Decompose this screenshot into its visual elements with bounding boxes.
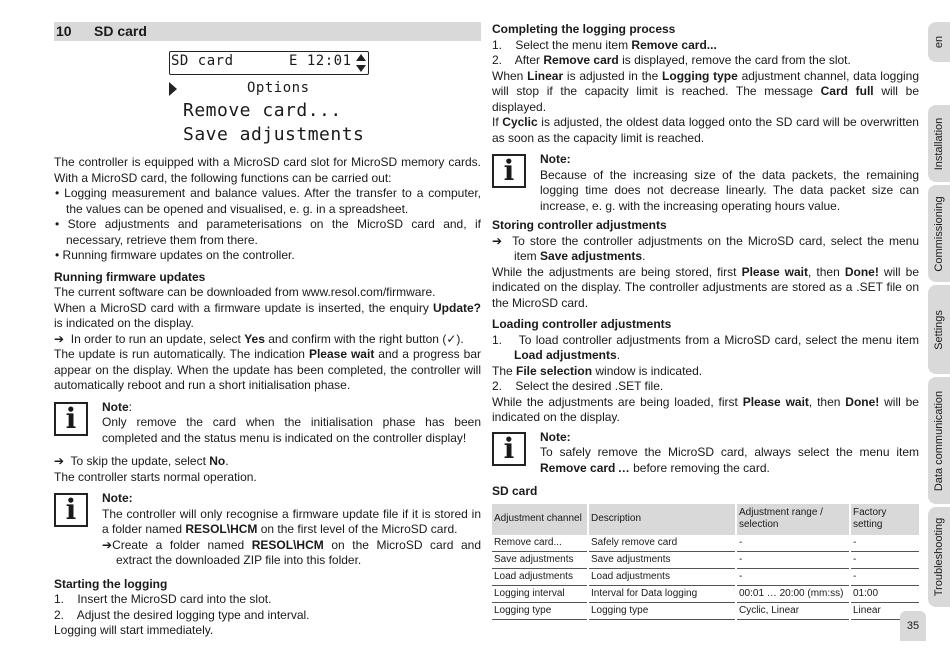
note-instruction: ➔Create a folder named RESOL\HCM on the MicroSD card and extract the downloaded ZIP file into this folder. bbox=[102, 537, 481, 567]
numbered-step: 1. To load controller adjustments from a MicroSD card, select the menu item Load adjustments. bbox=[492, 332, 919, 362]
table-cell: Interval for Data logging bbox=[588, 585, 736, 602]
tab-settings[interactable]: Settings bbox=[928, 285, 950, 374]
numbered-step: 2. Select the desired .SET file. bbox=[492, 379, 664, 393]
display-row1-right: E 12:01 bbox=[289, 53, 352, 69]
table-cell: Safely remove card bbox=[588, 535, 736, 552]
firmware-url-text: The current software can be downloaded from www.resol.com/firmware. bbox=[54, 285, 436, 299]
table-row bbox=[492, 535, 919, 552]
intro-text: The controller is equipped with a MicroSD card slot for MicroSD memory cards. With a MicroSD card, the following functions can be carried out: bbox=[54, 155, 481, 185]
table-header: Adjustment range / selection bbox=[736, 504, 850, 535]
table-cell: Logging type bbox=[492, 602, 588, 619]
tab-troubleshooting[interactable]: Troubleshooting bbox=[928, 507, 950, 607]
note-title: Note: bbox=[102, 491, 133, 505]
table-cell: - bbox=[850, 551, 919, 568]
display-row1-left: SD card bbox=[171, 53, 234, 69]
table-cell: Remove card... bbox=[492, 535, 588, 552]
display-row4: Save adjustments bbox=[183, 124, 365, 145]
numbered-step: 1. Select the menu item Remove card... bbox=[492, 37, 717, 52]
loading-text: While the adjustments are being loaded, first Please wait, then Done! will be indicated on the display. bbox=[492, 394, 919, 424]
normal-operation-text: The controller starts normal operation. bbox=[54, 469, 257, 484]
note-title: Note bbox=[102, 399, 129, 414]
info-icon: i bbox=[492, 154, 526, 188]
storing-text: While the adjustments are being stored, first Please wait, then Done! will be indicated on the display. The controller adjustments are stored as a .SET file on the MicroSD card. bbox=[492, 264, 919, 310]
right-column bbox=[492, 22, 919, 620]
table-cell: 01:00 bbox=[850, 585, 919, 602]
bullet-item: • Running firmware updates on the controller. bbox=[55, 248, 295, 262]
bullet-item: • Logging measurement and balance values. After the transfer to a computer, the values can be opened and visualised, e. g. in a spreadsheet. bbox=[55, 186, 481, 216]
table-cell: - bbox=[736, 551, 850, 568]
note-text: Only remove the card when the initialisation phase has been completed and the status menu is indicated on the controller display! bbox=[102, 415, 481, 445]
table-row bbox=[492, 585, 919, 602]
selection-cursor-icon bbox=[169, 82, 177, 96]
tab-commissioning[interactable]: Commissioning bbox=[928, 185, 950, 282]
firmware-update-text: The update is run automatically. The indication Please wait and a progress bar appear on the display. When the update has been completed, the controller will automatically reboot and run a short initialisation phase. bbox=[54, 347, 481, 392]
note-block bbox=[492, 430, 919, 477]
checkmark-icon: ✓ bbox=[446, 331, 457, 346]
tab-en[interactable]: en bbox=[928, 22, 950, 62]
note-text: The controller will only recognise a firmware update file if it is stored in a folder named RESOL\HCM on the first level of the MicroSD card. bbox=[102, 506, 481, 536]
note-text: Because of the increasing size of the data packets, the remaining logging time does not decrease linearly. The data packet size can increase, e. g. with the increasing operating hours value. bbox=[540, 167, 919, 213]
arrow-right-icon: ➔ bbox=[54, 454, 65, 468]
table-cell: - bbox=[850, 568, 919, 585]
firmware-heading: Running firmware updates bbox=[54, 269, 206, 284]
display-row3: Remove card... bbox=[183, 100, 342, 121]
table-cell: 00:01 … 20:00 (mm:ss) bbox=[736, 585, 850, 602]
sd-card-table bbox=[492, 504, 919, 620]
section-title: SD card bbox=[94, 23, 147, 39]
storing-instruction: ➔ To store the controller adjustments on the MicroSD card, select the menu item Save adjustments. bbox=[492, 233, 920, 263]
arrow-right-icon: ➔ bbox=[492, 233, 503, 248]
firmware-enquiry-text: When a MicroSD card with a firmware update is inserted, the enquiry Update? is indicated on the display. bbox=[54, 300, 481, 330]
table-cell: Save adjustments bbox=[588, 551, 736, 568]
table-cell: Cyclic, Linear bbox=[736, 602, 850, 619]
logging-start-text: Logging will start immediately. bbox=[54, 623, 214, 637]
starting-heading: Starting the logging bbox=[54, 576, 168, 591]
numbered-step: 2. After Remove card is displayed, remove the card from the slot. bbox=[492, 53, 851, 67]
note-title: Note: bbox=[540, 152, 571, 166]
table-header: Description bbox=[588, 504, 736, 535]
table-header: Adjustment channel bbox=[492, 504, 588, 535]
arrow-right-icon: ➔ bbox=[102, 537, 113, 552]
info-icon: i bbox=[54, 402, 88, 436]
up-down-arrow-icon bbox=[355, 53, 367, 73]
page-number: 35 bbox=[900, 611, 926, 641]
table-row bbox=[492, 568, 919, 585]
note-title: Note: bbox=[540, 429, 571, 444]
storing-heading: Storing controller adjustments bbox=[492, 218, 667, 232]
note-block: i Note: Only remove the card when the initialisation phase has been completed and the status menu is indicated on the controller display! bbox=[54, 400, 481, 447]
table-cell: - bbox=[736, 535, 850, 552]
note-text: To safely remove the MicroSD card, always select the menu item Remove card … before removing the card. bbox=[540, 445, 919, 475]
cyclic-text: If Cyclic is adjusted, the oldest data logged onto the SD card will be overwritten as soon as the capacity limit is reached. bbox=[492, 115, 919, 145]
info-icon: i bbox=[54, 493, 88, 527]
left-column bbox=[54, 22, 481, 639]
tab-installation[interactable]: Installation bbox=[928, 105, 950, 182]
table-cell: - bbox=[850, 535, 919, 552]
table-cell: Logging type bbox=[588, 602, 736, 619]
table-cell: - bbox=[736, 568, 850, 585]
table-cell: Logging interval bbox=[492, 585, 588, 602]
file-selection-text: The File selection window is indicated. bbox=[492, 363, 703, 378]
completing-heading: Completing the logging process bbox=[492, 22, 676, 36]
skip-instruction: ➔ To skip the update, select No. bbox=[54, 454, 229, 468]
table-heading: SD card bbox=[492, 484, 538, 498]
table-header: Factory setting bbox=[850, 504, 919, 535]
arrow-right-icon: ➔ bbox=[54, 331, 65, 346]
table-header-row bbox=[492, 504, 919, 535]
table-cell: Linear bbox=[850, 602, 919, 619]
tab-data-communication[interactable]: Data communication bbox=[928, 377, 950, 504]
firmware-instruction: ➔ In order to run an update, select Yes and confirm with the right button (✓). bbox=[54, 331, 464, 346]
display-row2: Options bbox=[247, 80, 310, 96]
section-heading bbox=[54, 22, 481, 41]
controller-display bbox=[169, 51, 369, 151]
loading-heading: Loading controller adjustments bbox=[492, 317, 672, 331]
table-row bbox=[492, 551, 919, 568]
table-cell: Load adjustments bbox=[492, 568, 588, 585]
numbered-step: 1. Insert the MicroSD card into the slot. bbox=[54, 592, 272, 606]
info-icon: i bbox=[492, 432, 526, 466]
table-row bbox=[492, 602, 919, 619]
section-number: 10 bbox=[56, 23, 72, 39]
note-block bbox=[54, 491, 481, 569]
note-block bbox=[492, 152, 919, 214]
numbered-step: 2. Adjust the desired logging type and interval. bbox=[54, 607, 310, 622]
table-cell: Load adjustments bbox=[588, 568, 736, 585]
table-cell: Save adjustments bbox=[492, 551, 588, 568]
linear-text: When Linear is adjusted in the Logging type adjustment channel, data logging will stop if the capacity limit is reached. The message Card full will be displayed. bbox=[492, 68, 920, 114]
bullet-item: • Store adjustments and parameterisations on the MicroSD card and, if necessary, retrieve them from there. bbox=[55, 217, 481, 247]
